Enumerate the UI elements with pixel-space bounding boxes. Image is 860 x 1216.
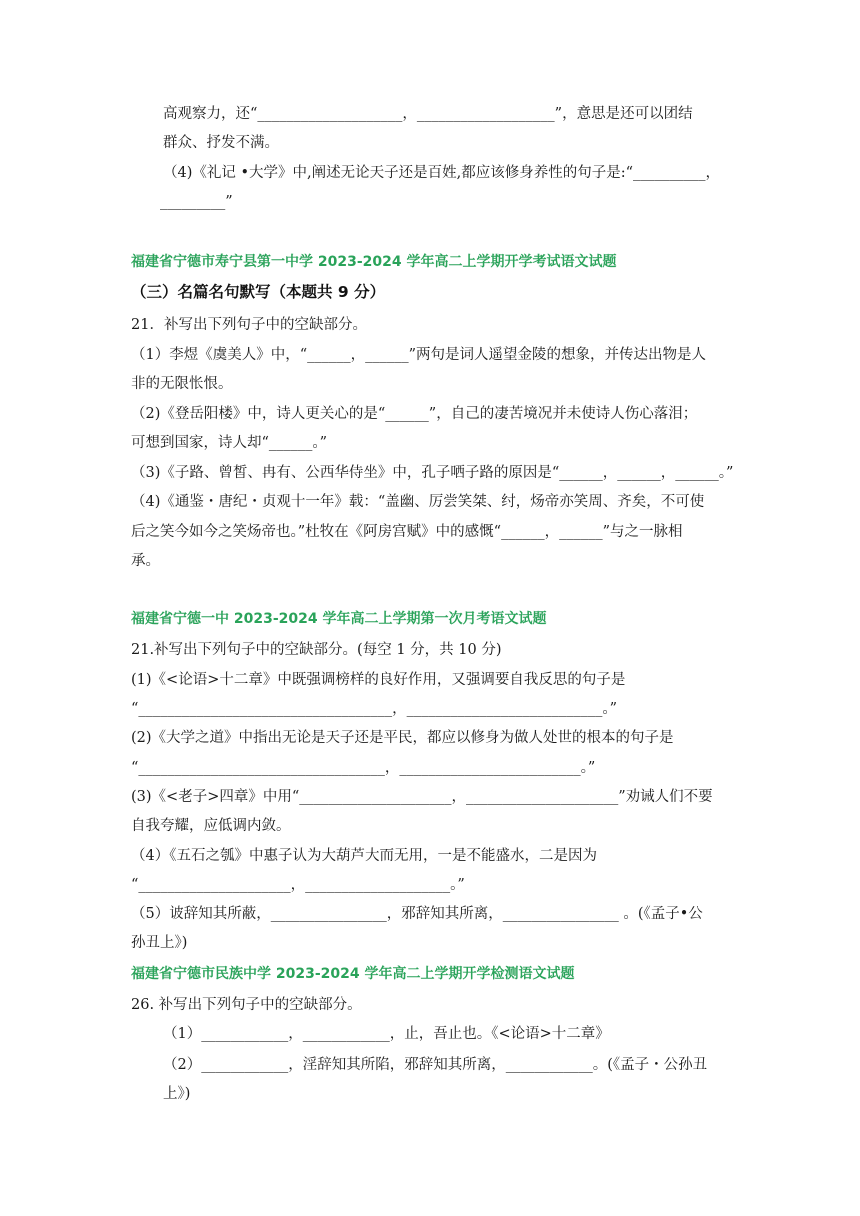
text-line: “__________________________________，_________________________。” <box>131 760 596 776</box>
text-line: （1）____________，____________，止，吾止也。《<论语>十二章》 <box>163 1026 610 1042</box>
question-stem: 26. 补写出下列句子中的空缺部分。 <box>131 997 362 1013</box>
text-line: 群众、抒发不满。 <box>163 135 279 151</box>
text-line: （4)《礼记 •大学》中,阐述无论天子还是百姓,都应该修身养性的句子是:“__________， <box>163 165 721 181</box>
text-line: (1)《<论语>十二章》中既强调榜样的良好作用，又强调要自我反思的句子是 <box>131 672 626 688</box>
text-line: （2)《登岳阳楼》中，诗人更关心的是“______”，自己的凄苦境况并未使诗人伤心落泪； <box>131 406 698 422</box>
text-line: （4）《五石之瓠》中惠子认为大葫芦大而无用，一是不能盛水，二是因为 <box>131 848 597 864</box>
text-line: 可想到国家，诗人却“______。” <box>131 435 328 451</box>
text-line: （4)《通鉴・唐纪・贞观十一年》载：“盖幽、厉尝笑桀、纣，炀帝亦笑周、齐矣，不可使 <box>131 494 705 510</box>
text-line: （2）____________，淫辞知其所陷，邪辞知其所离，____________。(《孟子・公孙丑 <box>163 1057 708 1073</box>
exam-source-title: 福建省宁德市寿宁县第一中学 2023-2024 学年高二上学期开学考试语文试题 <box>131 254 617 270</box>
text-line: 高观察力，还“____________________，___________________”，意思是还可以团结 <box>163 106 693 122</box>
section-heading: （三）名篇名句默写（本题共 9 分） <box>131 283 386 301</box>
text-line: （3)《子路、曾皙、冉有、公西华侍坐》中，孔子哂子路的原因是“______，______，______。” <box>131 465 734 481</box>
text-line: 后之笑今如今之笑炀帝也。”杜牧在《阿房宫赋》中的感慨“______，______”与之一脉相 <box>131 524 683 540</box>
text-line: 上》) <box>163 1086 191 1102</box>
question-stem: 21.补写出下列句子中的空缺部分。(每空 1 分，共 10 分) <box>131 642 502 658</box>
text-line: 孙丑上》) <box>131 935 188 951</box>
text-line: 非的无限怅恨。 <box>131 376 233 392</box>
text-line: （1）李煜《虞美人》中，“______，______”两句是词人遥望金陵的想象，并传达出物是人 <box>131 347 707 363</box>
exam-source-title: 福建省宁德一中 2023-2024 学年高二上学期第一次月考语文试题 <box>131 611 547 627</box>
text-line: 自我夸耀，应低调内敛。 <box>131 818 291 834</box>
text-line: 承。 <box>131 553 160 569</box>
text-line: _________” <box>160 194 233 210</box>
exam-source-title: 福建省宁德市民族中学 2023-2024 学年高二上学期开学检测语文试题 <box>131 966 575 982</box>
text-line: “_____________________，____________________。” <box>131 877 465 893</box>
text-line: （5）诐辞知其所蔽，________________，邪辞知其所离，________________ 。(《孟子•公 <box>131 906 703 922</box>
question-stem: 21．补写出下列句子中的空缺部分。 <box>131 317 367 333</box>
text-line: (2)《大学之道》中指出无论是天子还是平民，都应以修身为做人处世的根本的句子是 <box>131 730 674 746</box>
text-line: (3)《<老子>四章》中用“_____________________，_____________________”劝诫人们不要 <box>131 789 713 805</box>
text-line: “___________________________________，___________________________。” <box>131 701 618 717</box>
